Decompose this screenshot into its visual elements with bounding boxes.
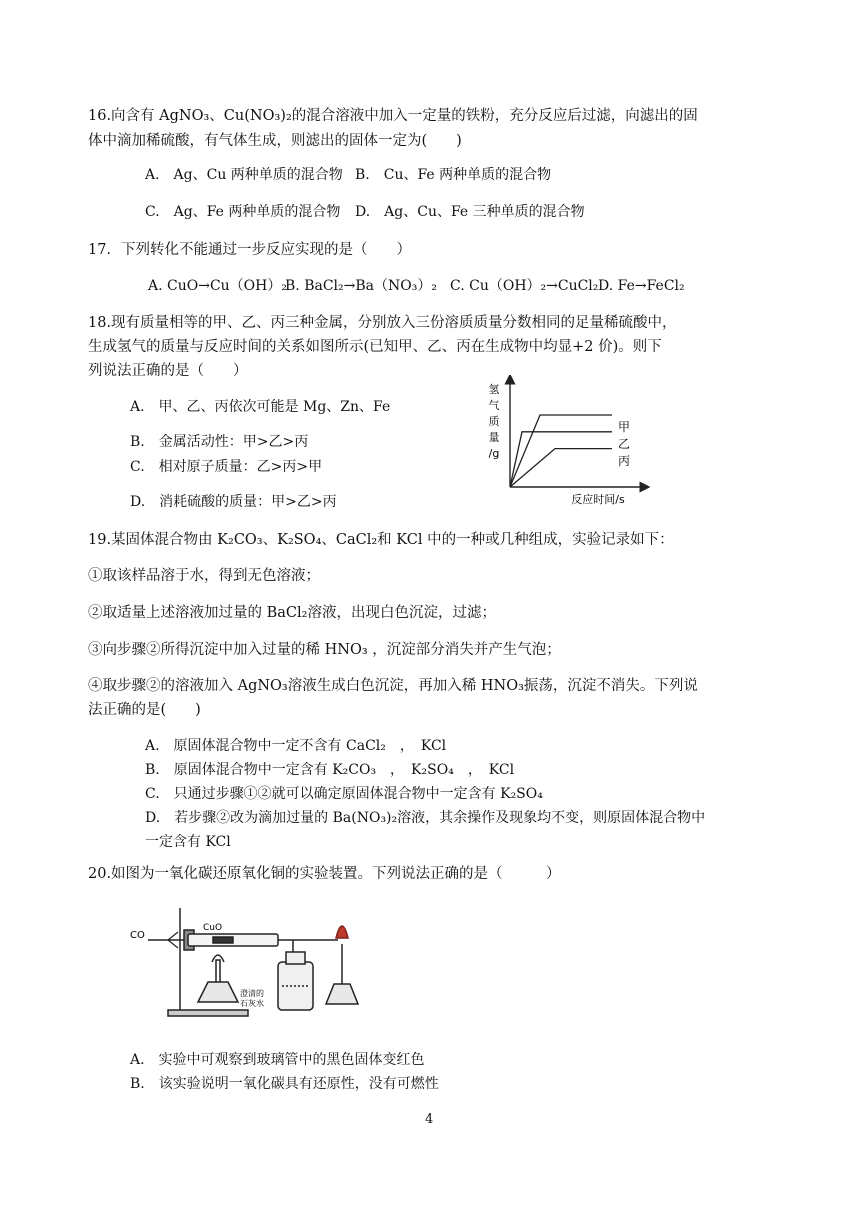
q19-step-4-line1: ④取步骤②的溶液加入 AgNO₃溶液生成白色沉淀，再加入稀 HNO₃振荡，沉淀不消失。下列说	[88, 678, 698, 694]
q17-option-b: B. BaCl₂→Ba（NO₃）₂	[285, 278, 437, 294]
series-label-yi: 乙	[618, 437, 631, 451]
lamp-wick-1	[216, 960, 220, 982]
q18-stem-line3: 列说法正确的是（ ）	[88, 363, 248, 379]
y-label-char-3: 质	[488, 415, 500, 428]
q19-step-3: ③向步骤②所得沉淀中加入过量的稀 HNO₃ ，沉淀部分消失并产生气泡；	[88, 642, 561, 658]
q16-option-b: B. Cu、Fe 两种单质的混合物	[355, 167, 552, 183]
q18-option-a: A. 甲、乙、丙依次可能是 Mg、Zn、Fe	[130, 399, 391, 415]
q20-stem: 20.如图为一氧化碳还原氧化铜的实验装置。下列说法正确的是（ ）	[88, 866, 561, 882]
series-line-bing	[510, 449, 612, 487]
q19-option-d-line1: D. 若步骤②改为滴加过量的 Ba(NO₃)₂溶液，其余操作及现象均不变，则原固体混合物中	[145, 810, 706, 826]
q16-stem-line2: 体中滴加稀硫酸，有气体生成，则滤出的固体一定为( )	[88, 133, 462, 149]
q20-option-a: A. 实验中可观察到玻璃管中的黑色固体变红色	[130, 1052, 425, 1068]
q18-option-c: C. 相对原子质量：乙>丙>甲	[130, 459, 323, 475]
q16-option-c: C. Ag、Fe 两种单质的混合物	[145, 204, 341, 220]
alcohol-lamp-1	[198, 982, 238, 1002]
y-label-char-1: 氢	[488, 383, 500, 396]
q17-stem: 17．下列转化不能通过一步反应实现的是（ ）	[88, 242, 411, 258]
limewater-label-line2: 石灰水	[240, 999, 264, 1008]
x-axis-label: 反应时间/s	[571, 493, 625, 505]
series-label-jia: 甲	[618, 420, 631, 434]
co-label: CO	[130, 930, 145, 941]
y-label-char-5: /g	[488, 447, 500, 460]
q18-option-d: D. 消耗硫酸的质量：甲>乙>丙	[130, 494, 337, 510]
y-axis-label	[489, 382, 500, 460]
flame-2-icon	[336, 926, 348, 938]
limewater-label-line1: 澄清的	[240, 989, 264, 998]
q16-option-d: D. Ag、Cu、Fe 三种单质的混合物	[355, 204, 585, 220]
q19-option-c: C. 只通过步骤①②就可以确定原固体混合物中一定含有 K₂SO₄	[145, 786, 543, 802]
q16-stem-line1: 16.向含有 AgNO₃、Cu(NO₃)₂的混合溶液中加入一定量的铁粉，充分反应后过滤，向滤出的固	[88, 108, 698, 124]
flame-1-icon	[212, 955, 224, 962]
q19-step-1: ①取该样品溶于水，得到无色溶液；	[88, 568, 320, 584]
q19-option-d-line2: 一定含有 KCl	[145, 834, 231, 850]
q20-option-b: B. 该实验说明一氧化碳具有还原性，没有可燃性	[130, 1076, 439, 1092]
q19-step-4-line2: 法正确的是( )	[88, 702, 201, 718]
q17-option-d: D. Fe→FeCl₂	[598, 278, 685, 294]
q17-option-c: C. Cu（OH）₂→CuCl₂	[450, 278, 599, 294]
bottle-neck	[286, 952, 305, 964]
alcohol-lamp-2	[326, 984, 358, 1004]
stand-base	[168, 1010, 248, 1016]
series-line-yi	[510, 432, 612, 487]
q17-option-a: A. CuO→Cu（OH）₂	[148, 278, 287, 294]
q19-stem: 19.某固体混合物由 K₂CO₃、K₂SO₄、CaCl₂和 KCl 中的一种或几种组成，实验记录如下：	[88, 532, 674, 548]
q16-option-a: A. Ag、Cu 两种单质的混合物	[145, 167, 343, 183]
q19-option-a: A. 原固体混合物中一定不含有 CaCl₂ ， KCl	[145, 738, 447, 754]
y-label-char-4: 量	[488, 431, 500, 444]
page-number: 4	[425, 1112, 434, 1127]
q18-stem-line2: 生成氢气的质量与反应时间的关系如图所示(已知甲、乙、丙在生成物中均显+2 价)。则下	[88, 339, 662, 355]
cuo-label: CuO	[203, 923, 223, 933]
cuo-sample	[213, 937, 233, 943]
q18-stem-line1: 18.现有质量相等的甲、乙、丙三种金属，分别放入三份溶质质量分数相同的足量稀硫酸中，	[88, 315, 677, 331]
q19-option-b: B. 原固体混合物中一定含有 K₂CO₃ ， K₂SO₄ ， KCl	[145, 762, 515, 778]
series-line-jia	[510, 415, 612, 487]
series-label-bing: 丙	[618, 454, 631, 468]
q19-step-2: ②取适量上述溶液加过量的 BaCl₂溶液，出现白色沉淀，过滤；	[88, 605, 496, 621]
hydrogen-mass-chart	[480, 375, 650, 505]
y-label-char-2: 气	[488, 399, 500, 412]
q18-option-b: B. 金属活动性：甲>乙>丙	[130, 434, 309, 450]
co-reduction-apparatus	[128, 900, 378, 1025]
